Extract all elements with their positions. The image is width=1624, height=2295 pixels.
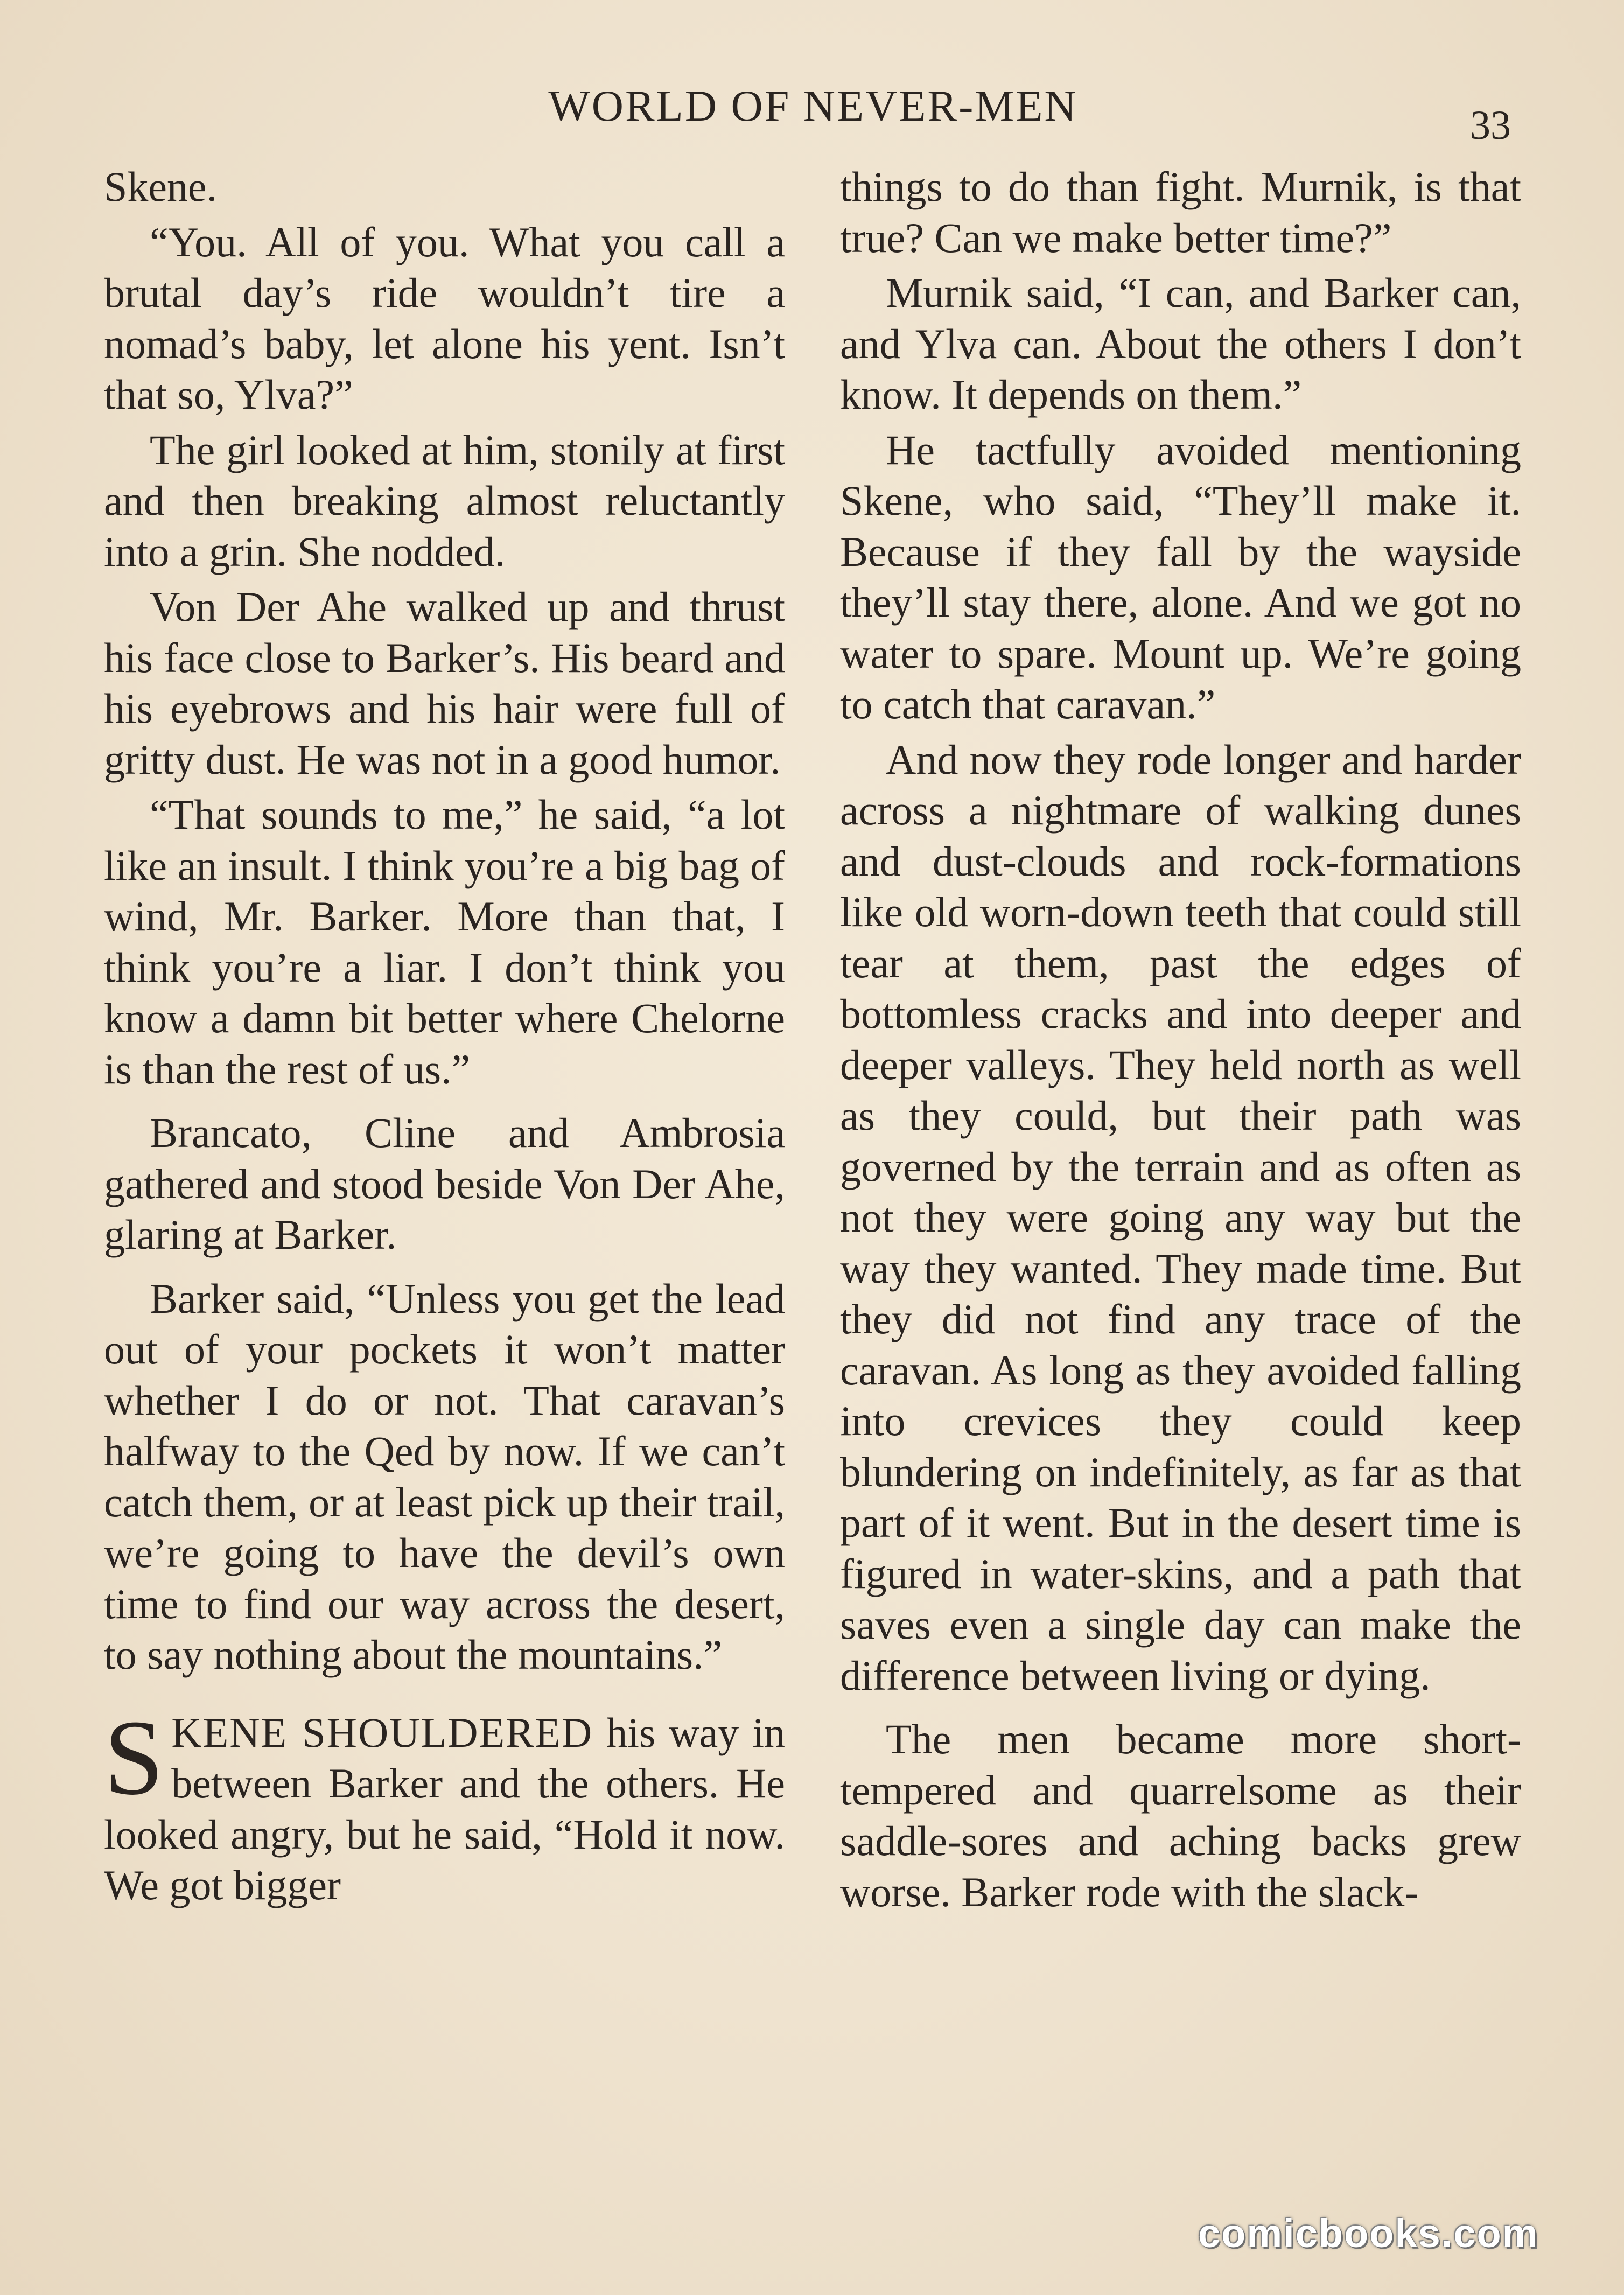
site-watermark: comicbooks.com [1198,2211,1539,2256]
paragraph: Brancato, Cline and Ambrosia gathered and stood beside Von Der Ahe, glaring at Barker. [104,1109,785,1258]
paragraph: “That sounds to me,” he said, “a lot like an insult. I think you’re a big bag of wind, Mr. Barker. More than that, I think you’re a liar. I don’t think you know a damn bit better where Chelorne is than the rest of us.” [104,791,785,1093]
section-opening-paragraph [104,1698,785,1911]
paragraph: “You. All of you. What you call a brutal day’s ride wouldn’t tire a nomad’s baby, let alone his yent. Isn’t that so, Ylva?” [104,218,785,418]
drop-cap: S [104,1698,164,1817]
paragraph: He tactfully avoided mentioning Skene, who said, “They’ll make it. Because if they fall by the wayside they’ll stay there, alone. And we got no water to spare. Mount up. We’re going to catch that caravan.” [840,426,1521,727]
paragraph: Barker said, “Unless you get the lead out of your pockets it won’t matter whether I do or not. That caravan’s halfway to the Qed by now. If we can’t catch them, or at least pick up their trail, we’re going to have the devil’s own time to find our way across the desert, to say nothing about the mountains.” [104,1275,785,1678]
small-caps-lead: KENE SHOULDERED [171,1709,593,1756]
paragraph: things to do than fight. Murnik, is that true? Can we make better time?” [840,163,1521,261]
paragraph: And now they rode longer and harder across a nightmare of walking dunes and dust-clouds and rock-formations like old worn-down teeth that could still tear at them, past the edges of bottomless cracks and into deeper and deeper valleys. They held north as well as they could, but their path was governed by the terrain and as often as not they were going any way but the way they wanted. They made time. But they did not find any trace of the caravan. As long as they avoided falling into crevices they could keep blundering on indefinitely, as far as that part of it went. But in the desert time is figured in water-skins, and a path that saves even a single day can make the difference between living or dying. [840,736,1521,1699]
paragraph-text: his way in between Barker and the others. He looked angry, but he said, “Hold it now. We got bigger [104,1709,785,1908]
page-number: 33 [1470,103,1511,148]
right-column [840,162,1521,1922]
left-column [104,162,785,1915]
paragraph: The men became more short-tempered and quarrelsome as their saddle-sores and aching backs grew worse. Barker rode with the slack- [840,1716,1521,1915]
paragraph: Skene. [104,163,218,210]
paragraph: Von Der Ahe walked up and thrust his face close to Barker’s. His beard and his eyebrows and his hair were full of gritty dust. He was not in a good humor. [104,583,785,783]
paragraph: The girl looked at him, stonily at first and then breaking almost reluctantly into a grin. She nodded. [104,426,785,575]
paragraph: Murnik said, “I can, and Barker can, and Ylva can. About the others I don’t know. It depends on them.” [840,269,1521,418]
running-head: WORLD OF NEVER-MEN [548,81,1078,130]
